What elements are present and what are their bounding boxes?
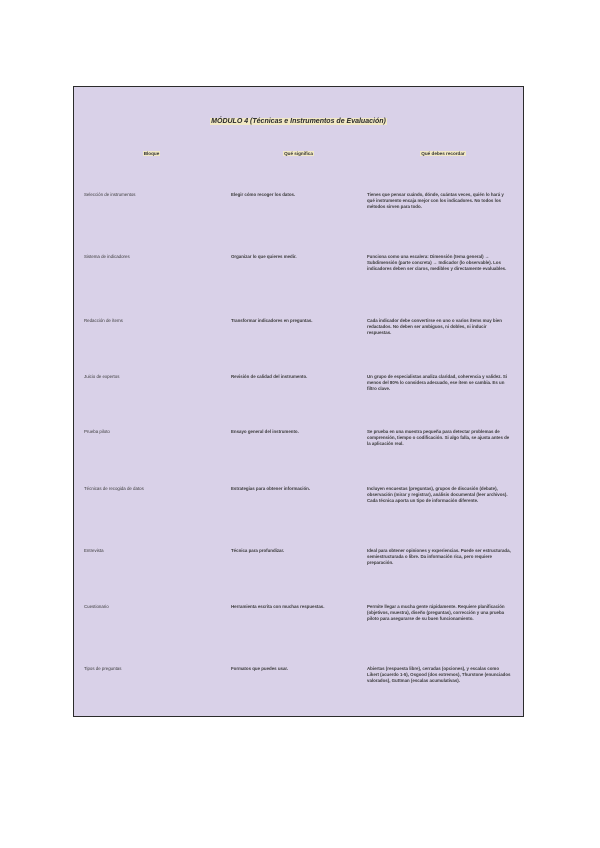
- cell-recordar: Abiertas (respuesta libre), cerradas (opciones), y escalas como Likert (acuerdo 1-5), Osgood (dos extremos), Thurstone (enunciados valorados), Guttman (escalas acumulativas).: [367, 666, 511, 684]
- table-row: [74, 429, 523, 469]
- cell-recordar: Un grupo de especialistas analiza claridad, coherencia y validez. Si menos del 80% lo considera adecuado, ese ítem se cambia. Es un filtro clave.: [367, 374, 508, 392]
- cell-recordar: Se prueba en una muestra pequeña para detectar problemas de comprensión, tiempo o codificación. Si algo falla, se ajusta antes de la aplicación real.: [367, 429, 510, 447]
- column-header-recordar: Qué debes recordar: [421, 151, 465, 156]
- cell-bloque: Cuestionario: [84, 604, 109, 609]
- table-row: [74, 318, 523, 358]
- table-row: [74, 604, 523, 644]
- cell-significa: Estrategias para obtener información.: [231, 486, 311, 491]
- column-header-bloque: Bloque: [143, 151, 160, 156]
- cell-significa: Formatos que puedes usar.: [231, 666, 289, 671]
- cell-bloque: Sistema de indicadores: [84, 254, 130, 259]
- cell-recordar: Tienes que pensar cuándo, dónde, cuántas veces, quién lo hará y qué instrumento encaja mejor con los indicadores. No todos los métodos sirven para todo.: [367, 192, 504, 210]
- cell-bloque: Técnicas de recogida de datos: [84, 486, 144, 491]
- cell-recordar: Permite llegar a mucha gente rápidamente. Requiere planificación (objetivos, muestra), diseño (preguntas), corrección y una prueba piloto para asegurarse de su buen funcionamiento.: [367, 604, 505, 622]
- cell-bloque: Entrevista: [84, 548, 104, 553]
- table-row: [74, 254, 523, 294]
- cell-recordar: Cada indicador debe convertirse en uno o varios ítems muy bien redactados. No deben ser ambiguos, ni dobles, ni inducir respuestas.: [367, 318, 502, 336]
- cell-bloque: Prueba piloto: [84, 429, 110, 434]
- cell-significa: Técnica para profundizar.: [231, 548, 285, 553]
- cell-significa: Transformar indicadores en preguntas.: [231, 318, 313, 323]
- cell-significa: Herramienta escrita con muchas respuestas.: [231, 604, 325, 609]
- table-row: [74, 548, 523, 588]
- document-card: [73, 86, 524, 717]
- cell-recordar: Ideal para obtener opiniones y experiencias. Puede ser estructurada, semiestructurada o libre. Da información rica, pero requiere preparación.: [367, 548, 511, 566]
- cell-significa: Elegir cómo recoger los datos.: [231, 192, 296, 197]
- cell-recordar: Funciona como una escalera: Dimensión (tema general) → Subdimensión (parte concreta) → Indicador (lo observable). Los indicadores deben ser claros, medibles y directamente evaluables.: [367, 254, 507, 272]
- table-row: [74, 192, 523, 232]
- document-title: MÓDULO 4 (Técnicas e Instrumentos de Evaluación): [211, 118, 386, 125]
- cell-significa: Organizar lo que quieres medir.: [231, 254, 297, 259]
- cell-bloque: Selección de instrumentos: [84, 192, 136, 197]
- cell-bloque: Juicio de expertos: [84, 374, 120, 379]
- cell-bloque: Redacción de ítems: [84, 318, 123, 323]
- column-header-significa: Qué significa: [284, 151, 313, 156]
- table-row: [74, 486, 523, 526]
- cell-significa: Revisión de calidad del instrumento.: [231, 374, 308, 379]
- cell-bloque: Tipos de preguntas: [84, 666, 122, 671]
- cell-recordar: Incluyen encuestas (preguntas), grupos de discusión (debate), observación (mirar y registrar), análisis documental (leer archivos). Cada técnica aporta un tipo de información diferente.: [367, 486, 508, 504]
- table-row: [74, 374, 523, 414]
- cell-significa: Ensayo general del instrumento.: [231, 429, 299, 434]
- table-row: [74, 666, 523, 706]
